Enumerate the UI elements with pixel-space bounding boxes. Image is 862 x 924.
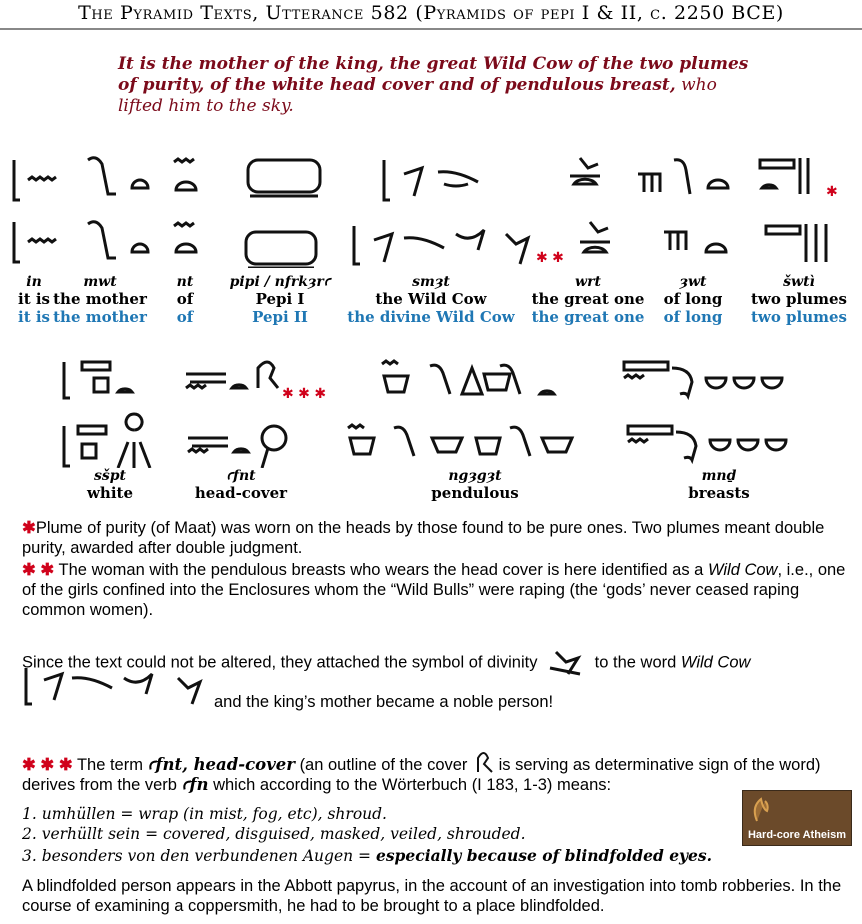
word-swti: šwtì two plumes two plumes (750, 274, 848, 326)
svg-text:✱: ✱ (826, 184, 838, 200)
definition-1: 1. umhüllen = wrap (in mist, fog, etc), shroud. (22, 805, 387, 823)
head-cover-sign-icon (472, 748, 494, 774)
page-title: The Pyramid Texts, Utterance 582 (Pyramids of pepi I & II, c. 2250 BCE) (0, 0, 862, 30)
word-awt: ȝwt of long of long (663, 274, 723, 326)
word-mnd: mnḏ breasts (688, 468, 750, 502)
definition-3: 3. besonders von den verbundenen Augen = especially because of blindfolded eyes. (22, 846, 713, 865)
word-wrt: wrt the great one the great one (531, 274, 645, 326)
note-abbott: A blindfolded person appears in the Abbott papyrus, in the account of an investigation into tomb robberies. In the course of examining a coppersmith, he had to be brought to a place blindfolded. (22, 877, 842, 915)
word-afnt: ꜥfnt head-cover (194, 468, 288, 502)
note-divinity: Since the text could not be altered, they attached the symbol of divinity to the word Wild Cow (22, 646, 850, 680)
word-mwt: mwt the mother the mother (53, 274, 147, 326)
wild-cow-glyph-group (22, 664, 218, 708)
quote-bold: It is the mother of the king, the great Wild Cow of the two plumes of purity, of the white head cover and of pendulous breast, (118, 54, 749, 95)
svg-text:✱ ✱ ✱: ✱ ✱ ✱ (282, 386, 327, 402)
word-nt: nt of of (176, 274, 194, 326)
hieroglyph-rows-top (0, 148, 862, 268)
word-ngagat: ngȝgȝt pendulous (431, 468, 519, 502)
word-sspt: sšpt white (87, 468, 133, 502)
wild-cow-glyphs-icon (22, 664, 218, 708)
word-smat: smȝt the Wild Cow the divine Wild Cow (347, 274, 515, 326)
hieroglyph-rows-bottom (0, 352, 862, 468)
flame-icon (743, 791, 851, 825)
quote-normal: who lifted him to the sky. (118, 75, 717, 116)
note-head-cover: ✱ ✱ ✱ The term ꜥfnt, head-cover (an outline of the cover is serving as determinative sign of the word) derives from the verb ꜥfn which according to the Wörterbuch (I 183, 1-3) means: (22, 748, 850, 795)
definition-2: 2. verhüllt sein = covered, disguised, masked, veiled, shrouded. (22, 825, 526, 843)
divinity-sign-icon (542, 646, 590, 680)
svg-text:✱ ✱: ✱ ✱ (536, 250, 564, 266)
note-noble: and the king’s mother became a noble person! (214, 693, 554, 711)
translation-quote (118, 54, 758, 117)
note-wild-cow: ✱ ✱ The woman with the pendulous breasts who wears the head cover is here identified as a Wild Cow, i.e., one of the girls confined into the Enclosures whom the “Wild Bulls” were raping (the ‘gods’ never ceased raping common women). (22, 561, 846, 619)
word-in: in it is it is (18, 274, 50, 326)
logo-badge: Hard-core Atheism (742, 790, 852, 846)
word-pipi: pipi / nfrkȝrꜥ Pepi I Pepi II (229, 274, 331, 326)
note-plume: ✱Plume of purity (of Maat) was worn on the heads by those found to be pure ones. Two plumes meant double purity, awarded after double judgment. (22, 519, 825, 557)
